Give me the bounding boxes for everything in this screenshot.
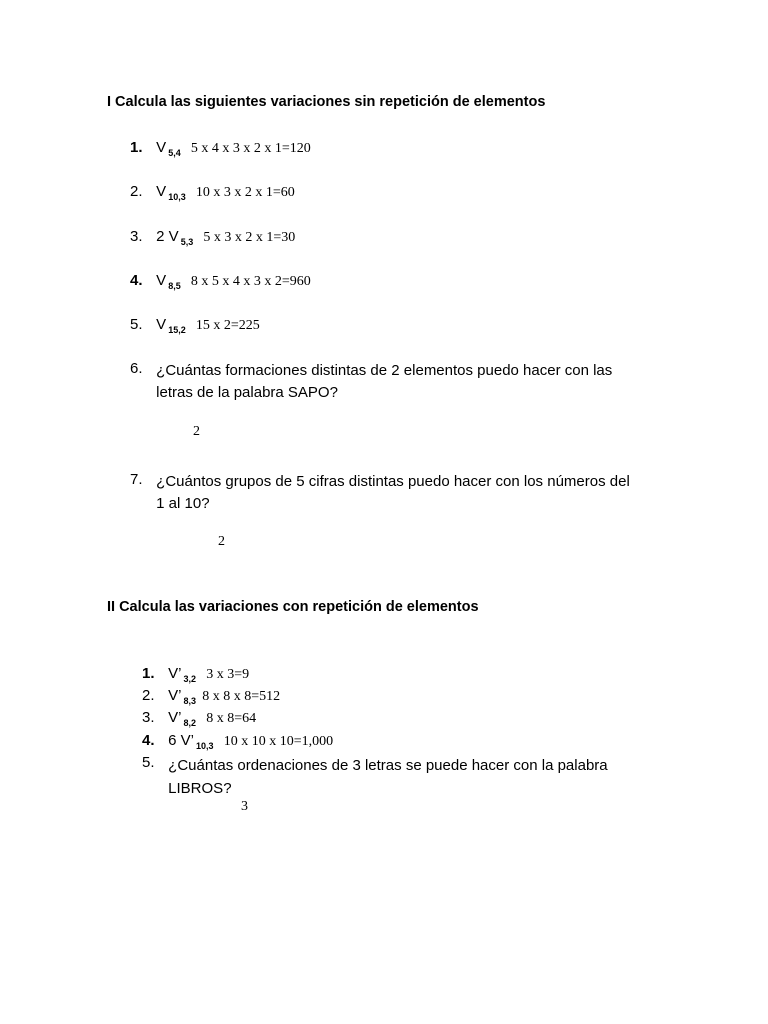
question-6 xyxy=(130,360,612,404)
variation-symbol: V xyxy=(156,183,167,200)
item-number: 6. xyxy=(130,360,143,377)
variation-subscript: 5,4 xyxy=(168,148,181,158)
question-text: ¿Cuántas ordenaciones de 3 letras se puede hacer con la palabra xyxy=(168,757,608,774)
question-7 xyxy=(130,471,630,515)
question-text: letras de la palabra SAPO? xyxy=(156,384,338,401)
item-number: 1. xyxy=(130,139,143,156)
variation-subscript: 8,5 xyxy=(168,281,181,291)
list-item xyxy=(142,687,280,705)
question-text: ¿Cuántos grupos de 5 cifras distintas puedo hacer con los números del xyxy=(156,473,630,490)
list-item xyxy=(130,228,295,246)
answer: 2 xyxy=(218,534,225,549)
variation-symbol: V xyxy=(156,316,167,333)
item-number: 5. xyxy=(130,316,143,333)
question-text: LIBROS? xyxy=(168,780,232,797)
answer: 2 xyxy=(193,424,200,439)
variation-subscript: 3,2 xyxy=(183,674,197,684)
item-number: 4. xyxy=(142,732,155,749)
variation-symbol: V’ xyxy=(168,687,182,704)
question-text: 1 al 10? xyxy=(156,495,210,512)
calculation: 5 x 4 x 3 x 2 x 1=120 xyxy=(190,141,311,156)
calculation: 10 x 3 x 2 x 1=60 xyxy=(195,185,295,200)
variation-subscript: 8,3 xyxy=(183,696,197,706)
list-item xyxy=(130,183,295,201)
question-5 xyxy=(142,754,608,800)
item-number: 3. xyxy=(130,228,143,245)
calculation: 15 x 2=225 xyxy=(195,318,260,333)
list-item xyxy=(142,732,333,750)
variation-subscript: 5,3 xyxy=(180,237,194,247)
variation-subscript: 10,3 xyxy=(168,192,186,202)
calculation: 10 x 10 x 10=1,000 xyxy=(223,734,334,749)
section2-title: II Calcula las variaciones con repetición de elementos xyxy=(107,599,479,615)
item-number: 4. xyxy=(130,272,143,289)
item-number: 1. xyxy=(142,665,155,682)
answer: 3 xyxy=(241,799,248,814)
variation-symbol: V’ xyxy=(168,709,182,726)
list-item xyxy=(130,272,311,290)
calculation: 3 x 3=9 xyxy=(206,667,250,682)
list-item xyxy=(130,316,260,334)
list-item xyxy=(142,709,256,727)
variation-symbol: V xyxy=(156,139,167,156)
calculation: 8 x 8=64 xyxy=(206,711,257,726)
item-number: 2. xyxy=(142,687,155,704)
item-number: 2. xyxy=(130,183,143,200)
item-number: 3. xyxy=(142,709,155,726)
list-item xyxy=(130,139,311,157)
list-item xyxy=(142,665,249,683)
calculation: 8 x 5 x 4 x 3 x 2=960 xyxy=(190,274,311,289)
variation-symbol: V xyxy=(156,272,167,289)
variation-symbol: 6 V’ xyxy=(168,732,195,749)
variation-symbol: 2 V xyxy=(156,228,179,245)
variation-symbol: V’ xyxy=(168,665,182,682)
item-number: 5. xyxy=(142,754,155,771)
item-number: 7. xyxy=(130,471,143,488)
calculation: 5 x 3 x 2 x 1=30 xyxy=(203,230,296,245)
variation-subscript: 15,2 xyxy=(168,325,186,335)
question-text: ¿Cuántas formaciones distintas de 2 elementos puedo hacer con las xyxy=(156,362,613,379)
variation-subscript: 10,3 xyxy=(196,741,214,751)
section1-title: I Calcula las siguientes variaciones sin repetición de elementos xyxy=(107,94,546,110)
calculation: 8 x 8 x 8=512 xyxy=(202,689,281,704)
variation-subscript: 8,2 xyxy=(183,718,197,728)
